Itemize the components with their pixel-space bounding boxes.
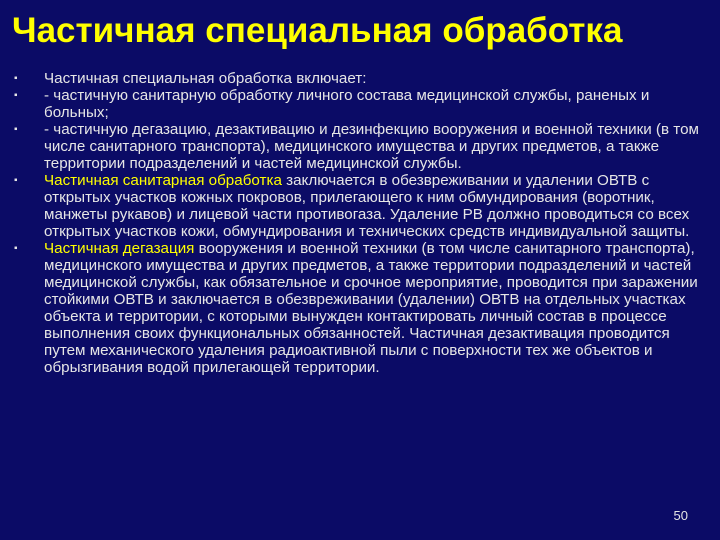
bullet-marker-icon: ▪ — [14, 175, 18, 186]
bullet-marker-icon: ▪ — [14, 124, 18, 135]
bullet-text: вооружения и военной техники (в том числе санитарного транспорта), медицинского имущества и других предметов, а также территории подразделений и частей медицинской службы, как обязательное и срочное мероприятие, проводится при заражении стойкими ОВТВ и заключается в обезвреживании (удалении) ОВТВ на отдельных участках объекта и территории, с которыми вынужден контактировать личный состав в процессе выполнения своих функциональных обязанностей. Частичная дезактивация проводится путем механического удаления радиоактивной пыли с поверхности тех же объектов и обрызгивания водой прилегающей территории. — [44, 240, 698, 376]
bullet-item — [14, 240, 704, 376]
bullet-item — [14, 121, 704, 172]
bullet-text: - частичную санитарную обработку личного состава медицинской службы, раненых и больных; — [44, 87, 650, 121]
bullet-item — [14, 70, 704, 87]
bullet-text: Частичная специальная обработка включает: — [44, 70, 367, 87]
bullet-marker-icon: ▪ — [14, 243, 18, 254]
slide-title: Частичная специальная обработка — [12, 11, 623, 50]
bullet-item — [14, 87, 704, 121]
bullet-marker-icon: ▪ — [14, 90, 18, 101]
bullet-text: - частичную дегазацию, дезактивацию и дезинфекцию вооружения и военной техники (в том числе санитарного транспорта), медицинского имущества и других предметов, а также территории подразделений и частей медицинской службы. — [44, 121, 699, 172]
bullet-item — [14, 172, 704, 240]
bullet-text: заключается в обезвреживании и удалении ОВТВ с открытых участков кожных покровов, прилегающего к ним обмундирования (воротник, манжеты рукавов) и лицевой части противогаза. Удаление РВ должно проводиться со всех открытых участков кожи, обмундирования и технических средств индивидуальной защиты. — [44, 172, 690, 240]
bullet-marker-icon: ▪ — [14, 73, 18, 84]
bullet-list — [14, 70, 704, 376]
highlighted-term: Частичная дегазация — [44, 240, 195, 257]
page-number: 50 — [673, 508, 688, 523]
highlighted-term: Частичная санитарная обработка — [44, 172, 282, 189]
